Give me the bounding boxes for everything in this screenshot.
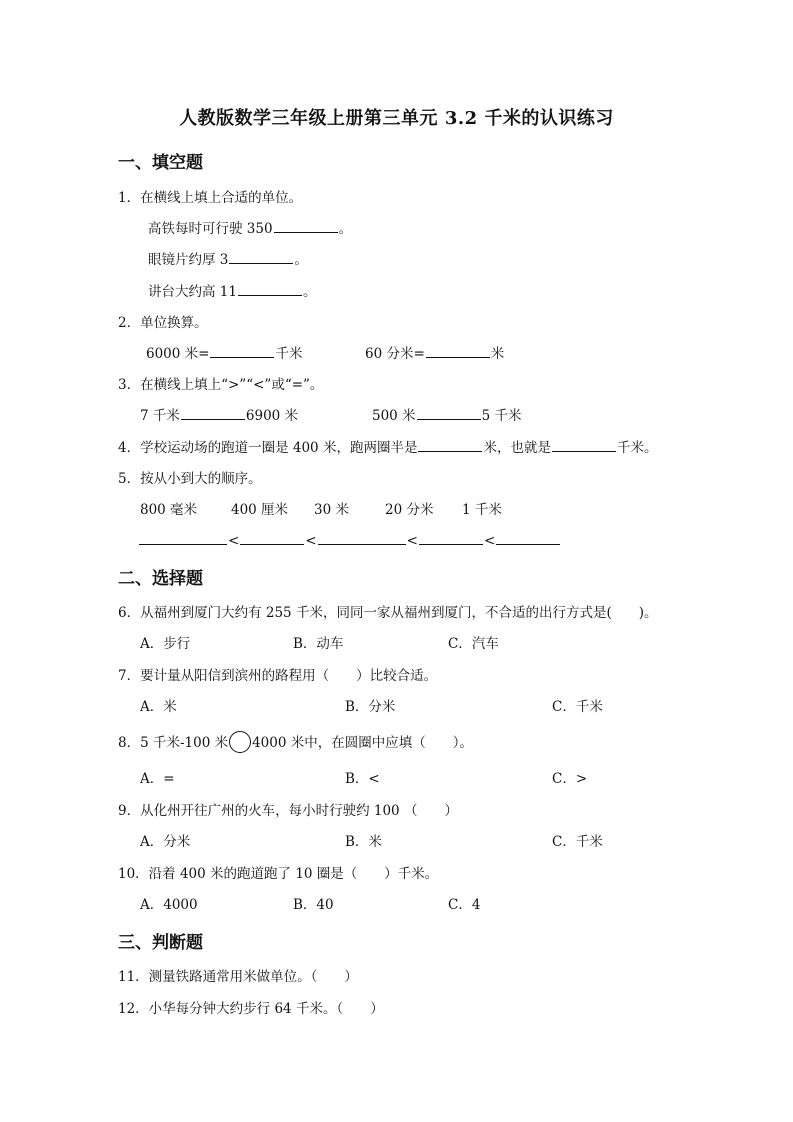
option-a[interactable]: A．步行 <box>140 636 191 652</box>
option-b[interactable]: B．分米 <box>345 699 396 715</box>
question-1a-end: 。 <box>338 221 353 237</box>
question-8-text: 8．5 千米-100 米 <box>118 735 229 751</box>
question-3b-left: 500 米 <box>372 408 416 424</box>
question-5-stem: 5．按从小到大的顺序。 <box>118 471 262 487</box>
question-1b <box>148 248 308 268</box>
option-b[interactable]: B．动车 <box>293 636 344 652</box>
answer-blank[interactable] <box>181 405 245 420</box>
question-8 <box>118 731 473 755</box>
comparison-circle[interactable] <box>229 731 251 753</box>
question-1c <box>148 280 316 300</box>
question-1a-text: 高铁每时可行驶 350 <box>148 221 273 237</box>
answer-blank[interactable] <box>318 530 406 545</box>
answer-blank[interactable] <box>417 405 481 420</box>
question-4 <box>118 436 657 456</box>
question-11-stem: 11．测量铁路通常用米做单位。（ ） <box>118 969 358 985</box>
question-2a <box>146 342 302 362</box>
question-4-text: 4．学校运动场的跑道一圈是 400 米，跑两圈半是 <box>118 440 418 456</box>
answer-blank[interactable] <box>419 530 483 545</box>
question-1b-end: 。 <box>294 252 308 268</box>
less-than-sign: < <box>483 533 496 549</box>
question-3b-right: 5 千米 <box>481 408 522 424</box>
question-5-item: 30 米 <box>314 502 349 518</box>
question-3a-right: 6900 米 <box>245 408 299 424</box>
question-9-stem: 9．从化州开往广州的火车，每小时行驶约 100 （ ） <box>118 803 458 819</box>
answer-blank[interactable] <box>229 249 293 264</box>
question-12-stem: 12．小华每分钟大约步行 64 千米。（ ） <box>118 1001 384 1017</box>
section-heading-multiple-choice: 二、选择题 <box>118 569 203 589</box>
question-8-end: 4000 米中，在圆圈中应填（ ）。 <box>252 735 473 751</box>
less-than-sign: < <box>305 533 317 549</box>
option-c[interactable]: C．汽车 <box>448 636 499 652</box>
question-2b <box>365 342 504 362</box>
answer-blank[interactable] <box>240 530 304 545</box>
question-2-stem: 2．单位换算。 <box>118 315 208 331</box>
question-2a-unit: 千米 <box>275 346 303 362</box>
question-1c-text: 讲台大约高 11 <box>148 284 237 300</box>
question-3b <box>372 404 521 424</box>
option-b[interactable]: B．米 <box>345 834 382 850</box>
question-1b-text: 眼镜片约厚 3 <box>148 252 229 268</box>
answer-blank[interactable] <box>418 437 482 452</box>
option-a[interactable]: A．4000 <box>140 897 198 913</box>
answer-blank[interactable] <box>238 281 302 296</box>
answer-blank[interactable] <box>552 437 616 452</box>
section-heading-fill-blank: 一、填空题 <box>118 153 203 173</box>
answer-blank[interactable] <box>426 343 490 358</box>
question-5-item: 1 千米 <box>462 502 502 518</box>
less-than-sign: < <box>406 533 418 549</box>
question-5-item: 800 毫米 <box>140 502 198 518</box>
answer-blank[interactable] <box>274 218 338 233</box>
question-1a <box>148 217 352 237</box>
less-than-sign: < <box>228 533 240 549</box>
option-a[interactable]: A．= <box>140 771 175 787</box>
question-3a <box>140 404 298 424</box>
question-5-item: 20 分米 <box>385 502 434 518</box>
option-a[interactable]: A．米 <box>140 699 177 715</box>
option-a[interactable]: A．分米 <box>140 834 191 850</box>
answer-blank[interactable] <box>210 343 274 358</box>
option-c[interactable]: C．千米 <box>552 699 603 715</box>
section-heading-true-false: 三、判断题 <box>118 933 203 953</box>
option-c[interactable]: C．> <box>552 771 588 787</box>
question-10-stem: 10．沿着 400 米的跑道跑了 10 圈是（ ）千米。 <box>118 866 439 882</box>
option-c[interactable]: C．4 <box>448 897 481 913</box>
question-7-stem: 7．要计量从阳信到滨州的路程用（ ）比较合适。 <box>118 668 438 684</box>
question-3-stem: 3．在横线上填上“>”“<”或“=”。 <box>118 377 324 393</box>
question-5-order-row <box>138 530 561 549</box>
question-1-stem: 1．在横线上填上合适的单位。 <box>118 190 303 206</box>
question-4-end: 千米。 <box>616 440 658 456</box>
answer-blank[interactable] <box>139 530 227 545</box>
option-b[interactable]: B．40 <box>293 897 334 913</box>
question-4-mid: 米，也就是 <box>483 440 551 456</box>
question-2a-text: 6000 米= <box>146 346 210 362</box>
question-6-stem: 6．从福州到厦门大约有 255 千米，同同一家从福州到厦门，不合适的出行方式是( )。 <box>118 605 658 621</box>
question-2b-unit: 米 <box>490 346 505 362</box>
question-2b-text: 60 分米= <box>365 346 425 362</box>
question-3a-left: 7 千米 <box>140 408 180 424</box>
page-title: 人教版数学三年级上册第三单元 3.2 千米的认识练习 <box>179 108 614 129</box>
question-5-item: 400 厘米 <box>231 502 289 518</box>
option-b[interactable]: B．< <box>345 771 380 787</box>
option-c[interactable]: C．千米 <box>552 834 603 850</box>
question-1c-end: 。 <box>302 284 317 300</box>
answer-blank[interactable] <box>496 530 560 545</box>
